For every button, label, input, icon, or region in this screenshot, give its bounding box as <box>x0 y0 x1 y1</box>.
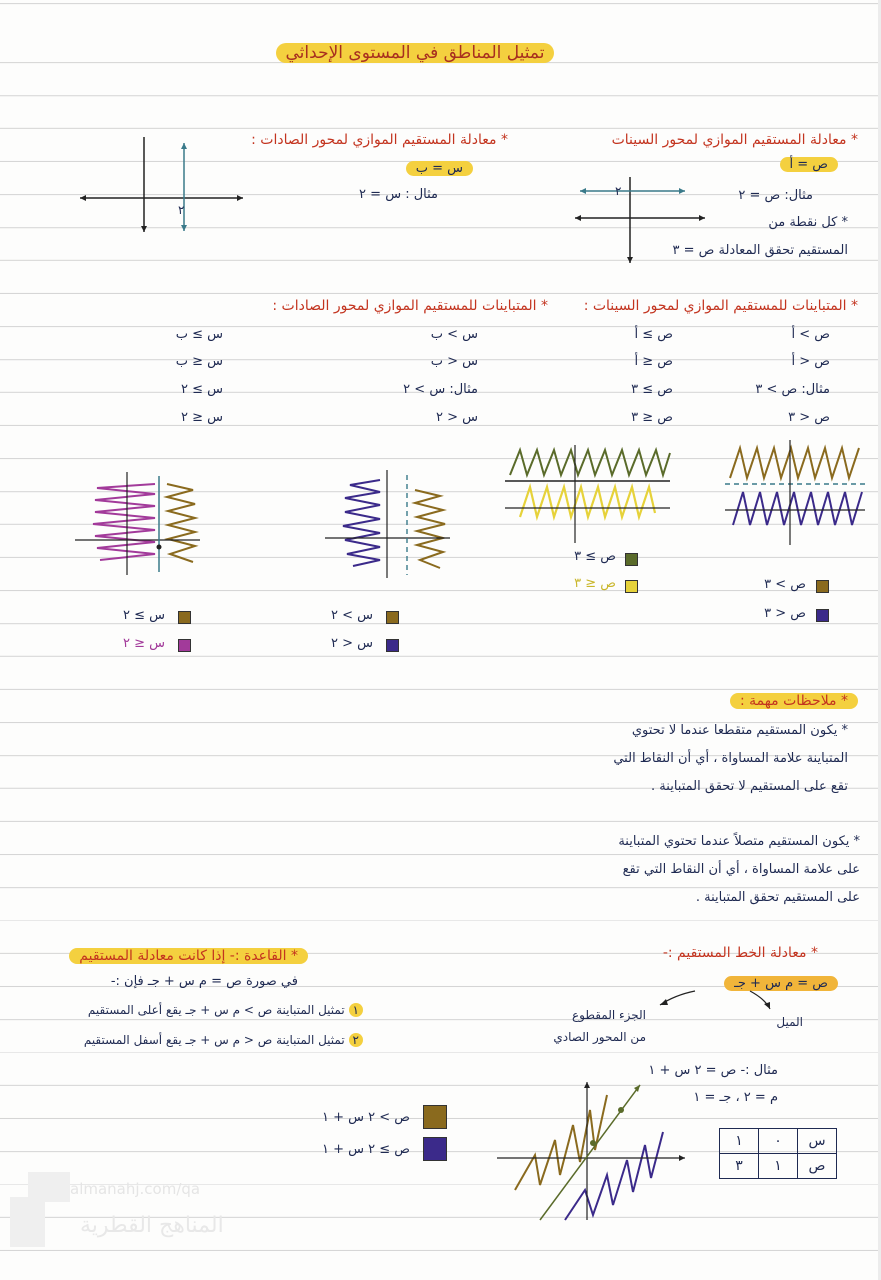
sec1-right-equation: ص = أ <box>780 157 839 172</box>
rule-heading: * القاعدة :- إذا كانت معادلة المستقيم <box>69 948 308 964</box>
line-eq-slope: الميل <box>776 1015 803 1029</box>
table-cell: ٠ <box>759 1129 798 1154</box>
legend-y-lt: ص < ٣ <box>764 606 806 621</box>
sec2-right-c2-r2: ص ≤ أ <box>634 354 673 369</box>
legend-line-gt: ص > ٢ س + ١ <box>321 1110 410 1125</box>
legend-swatch-brown-4 <box>423 1105 447 1129</box>
legend-swatch-purple-3 <box>423 1137 447 1161</box>
legend-swatch-brown-3 <box>178 611 191 624</box>
sec1-right-heading: * معادلة المستقيم الموازي لمحور السينات <box>611 132 858 148</box>
line-eq-equation: ص = م س + جـ <box>724 976 838 991</box>
notes-p1-l3: تقع على المستقيم لا تحقق المتباينة . <box>651 779 848 794</box>
legend-x-gt: س > ٢ <box>330 608 373 623</box>
notes-p2-l3: على المستقيم تحقق المتباينة . <box>695 890 860 905</box>
table-cell: ١ <box>759 1154 798 1179</box>
sec2-right-c1-r4: ص < ٣ <box>788 410 830 425</box>
sec2-left-c1-r4: س < ٢ <box>435 410 478 425</box>
line-eq-params: م = ٢ ، جـ = ١ <box>693 1090 778 1105</box>
sec1-right-graph-label: ٢ <box>615 184 622 198</box>
notes-heading: * ملاحظات مهمة : <box>730 693 858 709</box>
sec2-left-c1-r1: س > ب <box>430 327 478 342</box>
sec2-left-c1-r2: س < ب <box>430 354 478 369</box>
legend-swatch-olive <box>625 553 638 566</box>
legend-line-gte: ص ≥ ٢ س + ١ <box>321 1142 410 1157</box>
rule-item1: ١ تمثيل المتباينة ص > م س + جـ يقع أعلى المستقيم <box>88 1003 363 1017</box>
sketch-x-strict <box>325 470 455 580</box>
sec2-left-c2-r3: س ≥ ٢ <box>180 382 223 397</box>
watermark-name: المناهج القطرية <box>80 1213 224 1238</box>
notes-p1-l2: المتباينة علامة المساواة ، أي أن النقاط التي <box>613 751 848 766</box>
sec1-left-graph-label: ٢ <box>178 203 185 217</box>
sketch-y-strict <box>725 440 870 550</box>
sec1-left-example: مثال : س = ٢ <box>359 187 438 202</box>
table-cell: ٣ <box>720 1154 759 1179</box>
sketch-x-inclusive <box>75 472 205 577</box>
legend-swatch-brown-2 <box>386 611 399 624</box>
legend-x-lte: س ≤ ٢ <box>122 636 165 651</box>
sketch-slanted-line <box>495 1080 695 1225</box>
sketch-y-inclusive <box>505 445 675 545</box>
sec1-right-note1: * كل نقطة من <box>768 215 848 230</box>
sec2-left-c2-r2: س ≤ ب <box>175 354 223 369</box>
values-table <box>719 1128 837 1179</box>
legend-swatch-purple-2 <box>386 639 399 652</box>
table-row <box>720 1154 837 1179</box>
sec1-left-heading: * معادلة المستقيم الموازي لمحور الصادات : <box>251 132 508 148</box>
legend-swatch-purple <box>816 609 829 622</box>
sec2-right-heading: * المتباينات للمستقيم الموازي لمحور السينات : <box>583 298 858 314</box>
sec1-right-example: مثال: ص = ٢ <box>738 188 813 203</box>
table-cell: س <box>798 1129 837 1154</box>
sec2-left-c2-r1: س ≥ ب <box>175 327 223 342</box>
watermark-url: almanahj.com/qa <box>70 1180 201 1198</box>
table-row <box>720 1129 837 1154</box>
table-cell: ١ <box>720 1129 759 1154</box>
legend-y-gt: ص > ٣ <box>764 577 806 592</box>
sec2-right-c2-r4: ص ≤ ٣ <box>631 410 673 425</box>
sec1-left-equation: س = ب <box>406 161 473 176</box>
graph-vertical-line <box>78 135 248 235</box>
table-cell: ص <box>798 1154 837 1179</box>
legend-x-gte: س ≥ ٢ <box>122 608 165 623</box>
legend-y-gte: ص ≥ ٣ <box>574 549 616 564</box>
notes-p1-l1: * يكون المستقيم متقطعا عندما لا تحتوي <box>631 723 848 738</box>
notes-p2-l2: على علامة المساواة ، أي أن النقاط التي تقع <box>622 862 860 877</box>
sec2-right-c1-r1: ص > أ <box>791 327 830 342</box>
sec2-left-heading: * المتباينات للمستقيم الموازي لمحور الصادات : <box>272 298 548 314</box>
legend-x-lt: س < ٢ <box>330 636 373 651</box>
sec2-right-c1-r2: ص < أ <box>791 354 830 369</box>
sec2-right-c2-r1: ص ≥ أ <box>634 327 673 342</box>
sec1-right-note2: المستقيم تحقق المعادلة ص = ٣ <box>672 243 848 258</box>
sec2-left-c2-r4: س ≤ ٢ <box>180 410 223 425</box>
graph-horizontal-line <box>570 175 710 265</box>
annotation-arrows <box>640 985 780 1025</box>
page-title: تمثيل المناطق في المستوى الإحداثي <box>270 40 560 66</box>
sec2-right-c2-r3: ص ≥ ٣ <box>631 382 673 397</box>
line-eq-example: مثال :- ص = ٢ س + ١ <box>648 1063 778 1078</box>
line-eq-heading: * معادلة الخط المستقيم :- <box>662 945 818 961</box>
rule-item2: ٢ تمثيل المتباينة ص < م س + جـ يقع أسفل المستقيم <box>84 1033 363 1047</box>
sec2-left-c1-r3: مثال: س > ٢ <box>403 382 478 397</box>
line-eq-intercept2: من المحور الصادي <box>553 1030 646 1044</box>
notes-p2-l1: * يكون المستقيم متصلاً عندما تحتوي المتباينة <box>618 834 860 849</box>
legend-swatch-brown <box>816 580 829 593</box>
sec2-right-c1-r3: مثال: ص > ٣ <box>755 382 830 397</box>
legend-swatch-yellow <box>625 580 638 593</box>
legend-swatch-magenta <box>178 639 191 652</box>
line-eq-intercept1: الجزء المقطوع <box>571 1008 646 1022</box>
rule-line2: في صورة ص = م س + جـ فإن :- <box>110 974 298 989</box>
legend-y-lte: ص ≤ ٣ <box>574 576 616 591</box>
